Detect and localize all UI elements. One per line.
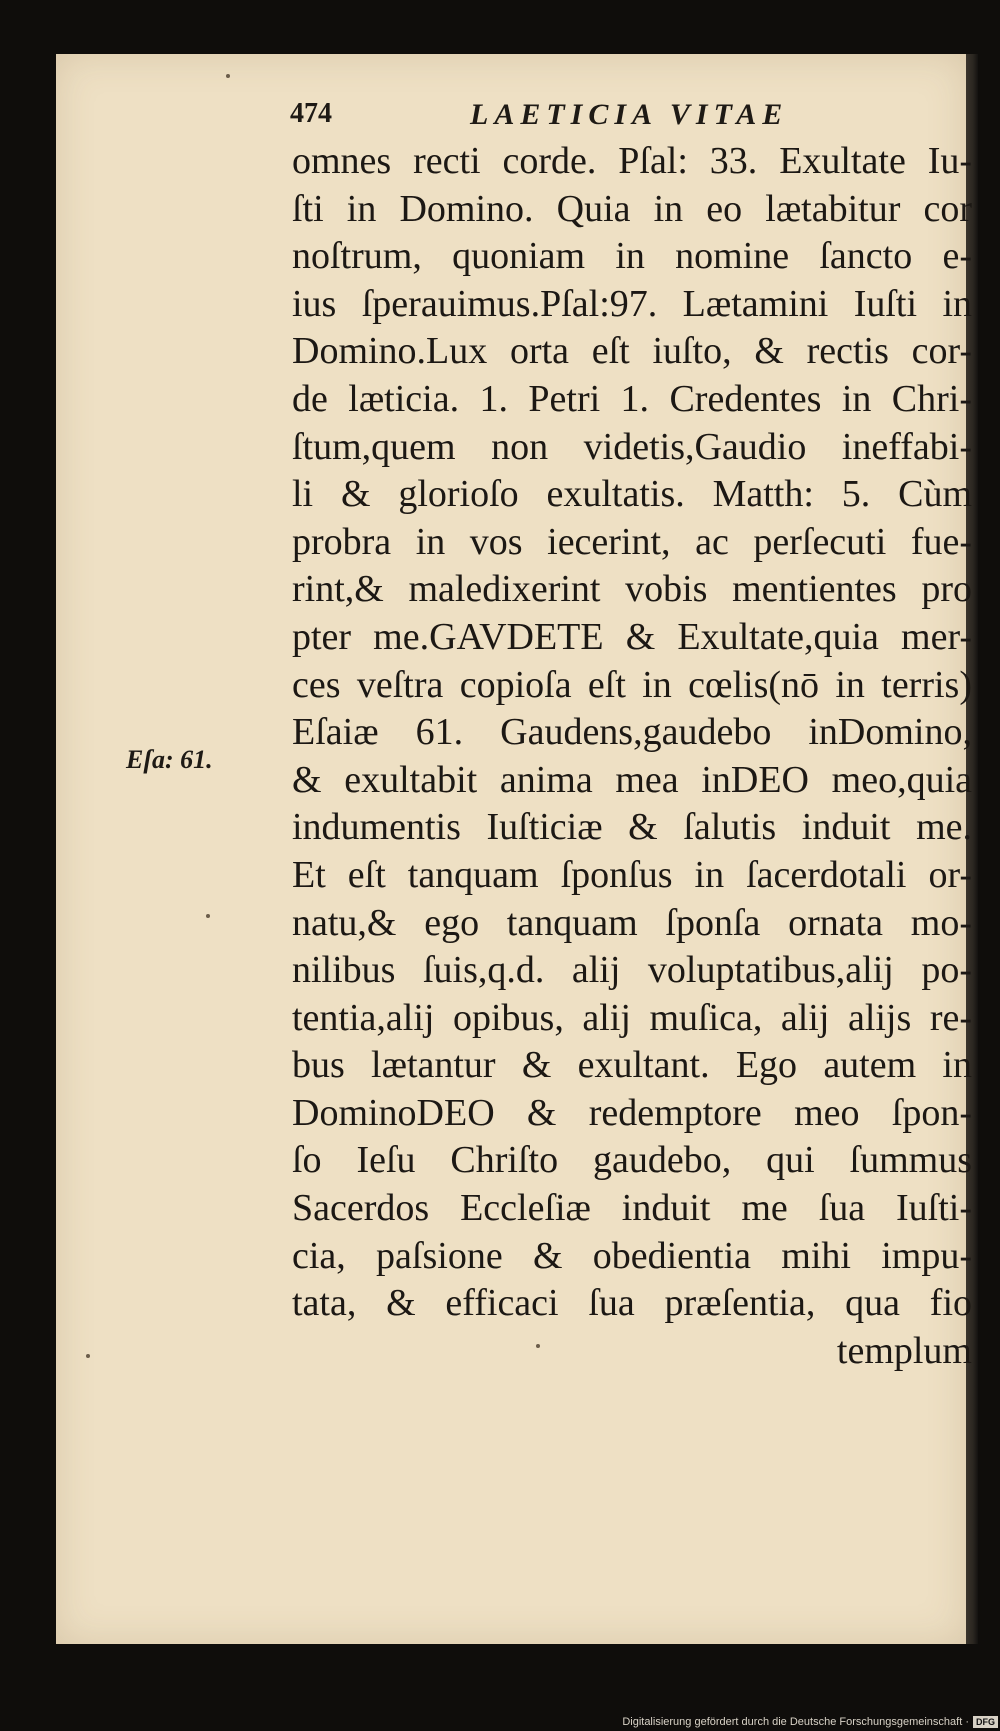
text-line: cia, paſsione & obedientia mihi impu- <box>292 1234 972 1277</box>
text-line: Sacerdos Eccleſiæ induit me ſua Iuſti- <box>292 1187 972 1230</box>
text-line: ces veſtra copioſa eſt in cœlis(nō in terris) <box>292 663 972 706</box>
text-line: rint,& maledixerint vobis mentientes pro <box>292 568 972 611</box>
footer-credit: Digitalisierung gefördert durch die Deutsche Forschungsgemeinschaft · <box>622 1716 969 1728</box>
text-line: Domino.Lux orta eſt iuſto, & rectis cor- <box>292 330 972 373</box>
text-line: de læticia. 1. Petri 1. Credentes in Chri- <box>292 377 972 420</box>
text-line: nilibus ſuis,q.d. alij voluptatibus,alij po- <box>292 949 972 992</box>
text-line: noſtrum, quoniam in nomine ſancto e- <box>292 235 972 278</box>
text-line: Eſaiæ 61. Gaudens,gaudebo inDomino, <box>292 711 972 754</box>
text-line: bus lætantur & exultant. Ego autem in <box>292 1044 972 1087</box>
text-line: li & glorioſo exultatis. Matth: 5. Cùm <box>292 473 972 516</box>
text-line: tentia,alij opibus, alij muſica, alij alijs re- <box>292 996 972 1039</box>
body-text <box>292 138 972 1375</box>
catchword: templum <box>836 1329 972 1372</box>
page-number: 474 <box>290 98 332 129</box>
text-line: ſtum,quem non videtis,Gaudio ineffabi- <box>292 425 972 468</box>
text-line: indumentis Iuſticiæ & ſalutis induit me. <box>292 806 972 849</box>
text-line: omnes recti corde. Pſal: 33. Exultate Iu- <box>292 140 972 182</box>
text-line: pter me.GAVDETE & Exultate,quia mer- <box>292 615 972 658</box>
text-line: Et eſt tanquam ſponſus in ſacerdotali or- <box>292 853 972 896</box>
digitization-footer <box>0 1716 998 1731</box>
text-line: ſo Ieſu Chriſto gaudebo, qui ſummus <box>292 1139 972 1182</box>
text-line: & exultabit anima mea inDEO meo,quia <box>292 758 972 801</box>
dfg-logo: DFG <box>973 1716 998 1728</box>
text-line: ius ſperauimus.Pſal:97. Lætamini Iuſti in <box>292 282 972 325</box>
text-line: tata, & efficaci ſua præſentia, qua fio <box>292 1282 972 1325</box>
page-header <box>290 98 970 138</box>
text-line: DominoDEO & redemptore meo ſpon- <box>292 1091 972 1134</box>
running-title: LAETICIA VITAE <box>470 98 789 131</box>
text-line: probra in vos iecerint, ac perſecuti fue- <box>292 520 972 563</box>
margin-note: Eſa: 61. <box>126 745 213 774</box>
text-line: ſti in Domino. Quia in eo lætabitur cor <box>292 187 972 230</box>
text-line: natu,& ego tanquam ſponſa ornata mo- <box>292 901 972 944</box>
